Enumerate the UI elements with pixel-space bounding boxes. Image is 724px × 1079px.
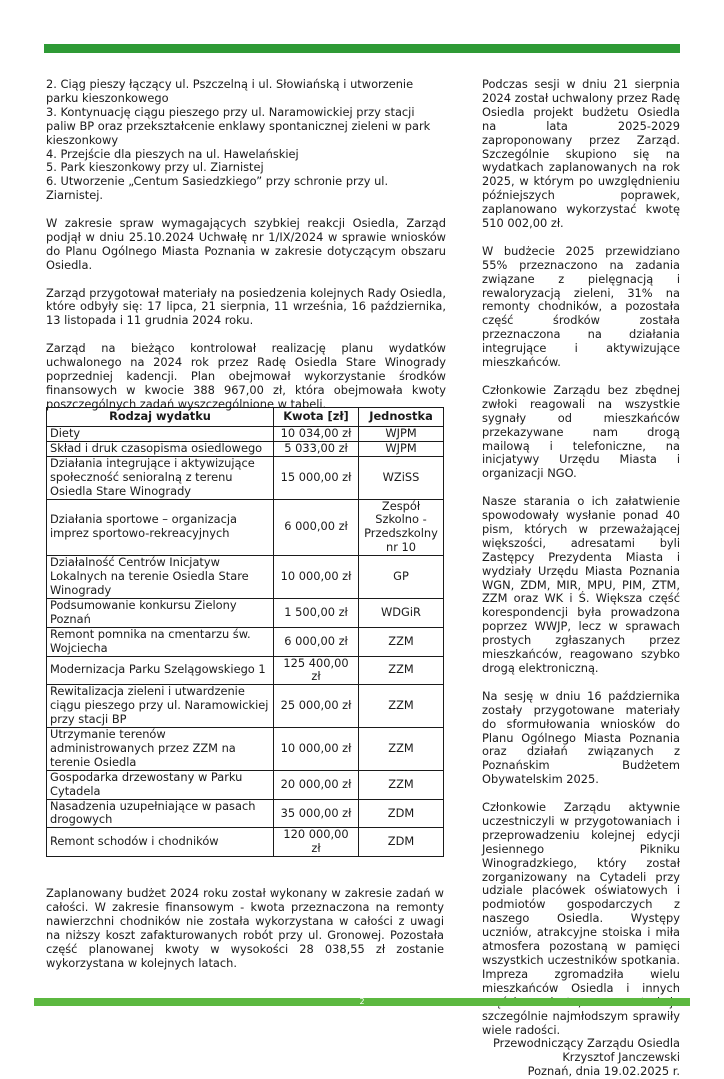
cell-amount: 35 000,00 zł	[274, 799, 359, 828]
cell-unit: GP	[359, 556, 444, 599]
cell-unit: ZZM	[359, 656, 444, 685]
cell-unit: ZZM	[359, 627, 444, 656]
paragraph-budget-plan: Zarząd na bieżąco kontrolował realizację planu wydatków uchwalonego na 2024 rok przez Radę Osiedla Stare Winogrady poprzedniej kadencji. Plan obejmował wykorzystanie środków finansowych w kwocie 388 967,00 zł, która obejmowała kwoty poszczególnych zadań wyszczególnione w tabeli.	[46, 341, 446, 411]
budget-summary	[46, 887, 444, 970]
cell-item: Działania integrujące i aktywizujące społeczność senioralną z terenu Osiedla Stare Winogrady	[47, 456, 274, 499]
budget-table	[46, 407, 444, 857]
cell-unit: ZZM	[359, 685, 444, 728]
cell-unit: ZDM	[359, 799, 444, 828]
table-row	[47, 427, 444, 442]
table-row	[47, 499, 444, 556]
list-item: 2. Ciąg pieszy łączący ul. Pszczelną i ul. Słowiańską i utworzenie parku kieszonkowego	[46, 77, 414, 105]
paragraph-resolution: W zakresie spraw wymagających szybkiej reakcji Osiedla, Zarząd podjął w dniu 25.10.2024 Uchwałę nr 1/IX/2024 w sprawie wniosków do Planu Ogólnego Miasta Poznania w zakresie dotyczącym obszaru Osiedla.	[46, 216, 446, 272]
table-row	[47, 556, 444, 599]
list-item: 4. Przejście dla pieszych na ul. Hawelańskiej	[46, 146, 299, 161]
cell-amount: 120 000,00 zł	[274, 828, 359, 857]
cell-amount: 5 033,00 zł	[274, 441, 359, 456]
signature-block	[482, 1037, 680, 1079]
table-row	[47, 828, 444, 857]
cell-unit: ZZM	[359, 728, 444, 771]
signature-name: Krzysztof Janczewski	[562, 1050, 680, 1065]
cell-amount: 10 034,00 zł	[274, 427, 359, 442]
header-unit: Jednostka	[359, 408, 444, 427]
header-item: Rodzaj wydatku	[47, 408, 274, 427]
cell-item: Nasadzenia uzupełniające w pasach drogowych	[47, 799, 274, 828]
table-row	[47, 598, 444, 627]
table-row	[47, 728, 444, 771]
cell-item: Gospodarka drzewostany w Parku Cytadela	[47, 770, 274, 799]
cell-item: Rewitalizacja zieleni i utwardzenie ciągu pieszego przy ul. Naramowickiej przy stacji BP	[47, 685, 274, 728]
right-column	[482, 78, 680, 1079]
table-row	[47, 685, 444, 728]
cell-unit: WDGiR	[359, 598, 444, 627]
paragraph-budget-2025: W budżecie 2025 przewidziano 55% przeznaczono na zadania związane z pielęgnacją i rewaloryzacją zieleni, 31% na remonty chodników, a pozostała część środków została przeznaczona na działania integrujące i aktywizujące mieszkańców.	[482, 243, 680, 370]
page-number: 2	[359, 997, 365, 1006]
table-row	[47, 627, 444, 656]
cell-item: Modernizacja Parku Szelągowskiego 1	[47, 656, 274, 685]
cell-item: Diety	[47, 427, 274, 442]
header-bar	[44, 44, 680, 53]
cell-item: Remont pomnika na cmentarzu św. Wojciecha	[47, 627, 274, 656]
paragraph-board-response: Członkowie Zarządu bez zbędnej zwłoki reagowali na wszystkie sygnały od mieszkańców przekazywane nam drogą mailową i telefoniczne, na inicjatywy Urzędu Miasta i organizacji NGO.	[482, 382, 680, 481]
paragraph-meetings: Zarząd przygotował materiały na posiedzenia kolejnych Rady Osiedla, które odbyły się: 17 lipca, 21 sierpnia, 11 września, 16 października, 13 listopada i 11 grudnia 2024 roku.	[46, 285, 446, 328]
proposal-list	[46, 78, 446, 203]
cell-unit: WJPM	[359, 441, 444, 456]
table-row	[47, 770, 444, 799]
cell-item: Remont schodów i chodników	[47, 828, 274, 857]
cell-unit: ZZM	[359, 770, 444, 799]
cell-amount: 6 000,00 zł	[274, 499, 359, 556]
cell-item: Działania sportowe – organizacja imprez sportowo-rekreacyjnych	[47, 499, 274, 556]
cell-item: Utrzymanie terenów administrowanych przez ZZM na terenie Osiedla	[47, 728, 274, 771]
list-item: 5. Park kieszonkowy przy ul. Ziarnistej	[46, 160, 264, 175]
cell-amount: 10 000,00 zł	[274, 728, 359, 771]
paragraph-budget-result: Zaplanowany budżet 2024 roku został wykonany w zakresie zadań w całości. W zakresie finansowym - kwota przeznaczona na remonty nawierzchni chodników nie została wykorzystana w całości z uwagi na niższy koszt zafakturowanych robót przy ul. Gronowej. Pozostała część planowanej kwoty w wysokości 28 038,55 zł zostanie wykorzystana w kolejnych latach.	[46, 886, 444, 970]
cell-unit: WJPM	[359, 427, 444, 442]
cell-amount: 20 000,00 zł	[274, 770, 359, 799]
cell-amount: 1 500,00 zł	[274, 598, 359, 627]
table-row	[47, 799, 444, 828]
cell-item: Podsumowanie konkursu Zielony Poznań	[47, 598, 274, 627]
list-item: 3. Kontynuację ciągu pieszego przy ul. Naramowickiej przy stacji paliw BP oraz przekształcenie enklawy spontanicznej zieleni w park kieszonkowy	[46, 104, 431, 147]
cell-amount: 15 000,00 zł	[274, 456, 359, 499]
paragraph-october-session: Na sesję w dniu 16 października zostały przygotowane materiały do sformułowania wniosków do Planu Ogólnego Miasta Poznania oraz działań związanych z Poznańskim Budżetem Obywatelskim 2025.	[482, 688, 680, 787]
paragraph-correspondence: Nasze starania o ich załatwienie spowodowały wysłanie ponad 40 pism, których w przeważającej większości, adresatami byli Zastępcy Prezydenta Miasta i wydziały Urzędu Miasta Poznania WGN, ZDM, MIR, MPU, PIM, ZTM, ZZM oraz WK i Ś. Większa część korespondencji była prowadzona poprzez WWJP, lecz w sprawach prostych zgłaszanych przez mieszkańców, reagowano szybko drogą elektroniczną.	[482, 494, 680, 676]
cell-unit: WZiSS	[359, 456, 444, 499]
paragraph-session-budget: Podczas sesji w dniu 21 sierpnia 2024 został uchwalony przez Radę Osiedla projekt budżetu Osiedla na lata 2025-2029 zaproponowany przez Zarząd. Szczególnie skupiono się na wydatkach zaplanowanych na rok 2025, w którym po uwzględnieniu późniejszych poprawek, zaplanowano wykorzystać kwotę 510 002,00 zł.	[482, 77, 680, 231]
cell-item: Skład i druk czasopisma osiedlowego	[47, 441, 274, 456]
signature-role: Przewodniczący Zarządu Osiedla	[492, 1036, 680, 1051]
cell-amount: 25 000,00 zł	[274, 685, 359, 728]
table-header-row	[47, 408, 444, 427]
list-item: 6. Utworzenie „Centum Sasiedzkiego” przy schronie przy ul. Ziarnistej.	[46, 174, 389, 203]
cell-item: Działalność Centrów Inicjatyw Lokalnych na terenie Osiedla Stare Winogrady	[47, 556, 274, 599]
table-row	[47, 456, 444, 499]
table-row	[47, 441, 444, 456]
header-amount: Kwota [zł]	[274, 408, 359, 427]
signature-place-date: Poznań, dnia 19.02.2025 r.	[527, 1064, 680, 1079]
cell-amount: 10 000,00 zł	[274, 556, 359, 599]
cell-unit: ZDM	[359, 828, 444, 857]
cell-unit: Zespół Szkolno -Przedszkolny nr 10	[359, 499, 444, 556]
cell-amount: 125 400,00 zł	[274, 656, 359, 685]
table-row	[47, 656, 444, 685]
cell-amount: 6 000,00 zł	[274, 627, 359, 656]
left-column	[46, 78, 446, 426]
paragraph-picnic: Członkowie Zarządu aktywnie uczestniczyli w przygotowaniach i przeprowadzeniu kolejnej edycji Jesiennego Pikniku Winogradzkiego, który został zorganizowany na Cytadeli przy udziale placówek oświatowych i podmiotów gospodarczych z naszego Osiedla. Występy uczniów, atrakcyjne stoiska i miła atmosfera pozostaną w pamięci wszystkich uczestników spotkania. Impreza zgromadziła wielu mieszkańców Osiedla i innych szczególnie najmłodszym sprawiły wiele radości.	[482, 800, 680, 1037]
